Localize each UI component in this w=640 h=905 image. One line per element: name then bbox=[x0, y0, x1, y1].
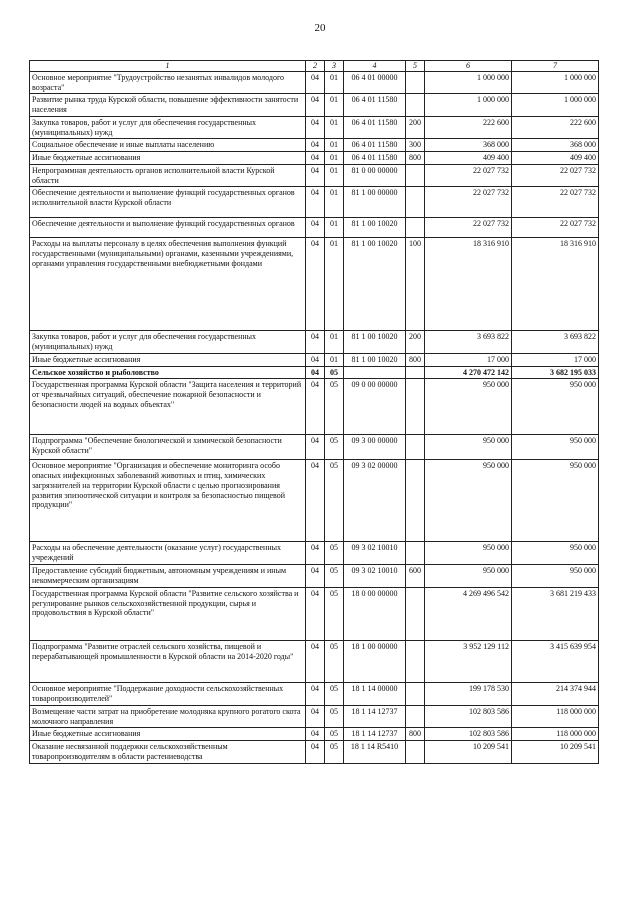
column-header: 3 bbox=[325, 61, 344, 72]
target-article-code: 81 1 00 10020 bbox=[344, 238, 406, 331]
amount-year1: 3 952 129 112 bbox=[425, 640, 512, 682]
expense-type-code: 300 bbox=[406, 139, 425, 152]
amount-year2: 118 000 000 bbox=[512, 705, 599, 728]
target-article-code: 06 4 01 00000 bbox=[344, 71, 406, 94]
amount-year1: 1 000 000 bbox=[425, 94, 512, 117]
table-row bbox=[30, 366, 599, 379]
subsection-code: 01 bbox=[325, 218, 344, 238]
table-row bbox=[30, 218, 599, 238]
target-article-code: 09 3 00 00000 bbox=[344, 435, 406, 460]
amount-year2: 368 000 bbox=[512, 139, 599, 152]
amount-year2: 18 316 910 bbox=[512, 238, 599, 331]
section-code: 04 bbox=[306, 71, 325, 94]
table-row bbox=[30, 238, 599, 331]
amount-year1: 950 000 bbox=[425, 379, 512, 435]
target-article-code: 18 0 00 00000 bbox=[344, 587, 406, 640]
row-name: Основное мероприятие "Поддержание доходности сельскохозяйственных товаропроизводителей" bbox=[30, 682, 306, 705]
column-header: 5 bbox=[406, 61, 425, 72]
amount-year1: 102 803 586 bbox=[425, 728, 512, 741]
expense-type-code: 100 bbox=[406, 238, 425, 331]
section-code: 04 bbox=[306, 542, 325, 565]
table-row bbox=[30, 682, 599, 705]
amount-year1: 950 000 bbox=[425, 565, 512, 588]
amount-year1: 3 693 822 bbox=[425, 331, 512, 354]
target-article-code: 81 1 00 10020 bbox=[344, 331, 406, 354]
row-name: Предоставление субсидий бюджетным, автономным учреждениям и иным некоммерческим организациям bbox=[30, 565, 306, 588]
expense-type-code bbox=[406, 460, 425, 542]
amount-year2: 950 000 bbox=[512, 565, 599, 588]
column-header: 2 bbox=[306, 61, 325, 72]
target-article-code: 06 4 01 11580 bbox=[344, 139, 406, 152]
table-row bbox=[30, 139, 599, 152]
table-row bbox=[30, 741, 599, 764]
amount-year1: 199 178 530 bbox=[425, 682, 512, 705]
amount-year2: 222 600 bbox=[512, 116, 599, 139]
amount-year2: 22 027 732 bbox=[512, 164, 599, 187]
column-header: 6 bbox=[425, 61, 512, 72]
section-code: 04 bbox=[306, 187, 325, 218]
expense-type-code bbox=[406, 218, 425, 238]
subsection-code: 05 bbox=[325, 640, 344, 682]
target-article-code: 06 4 01 11580 bbox=[344, 116, 406, 139]
section-code: 04 bbox=[306, 728, 325, 741]
amount-year2: 409 400 bbox=[512, 152, 599, 165]
amount-year2: 118 000 000 bbox=[512, 728, 599, 741]
subsection-code: 05 bbox=[325, 366, 344, 379]
row-name: Подпрограмма "Развитие отраслей сельского хозяйства, пищевой и перерабатывающей промышленности в Курской области на 2014-2020 годы" bbox=[30, 640, 306, 682]
target-article-code: 18 1 14 00000 bbox=[344, 682, 406, 705]
target-article-code: 81 0 00 00000 bbox=[344, 164, 406, 187]
section-code: 04 bbox=[306, 435, 325, 460]
row-name: Подпрограмма "Обеспечение биологической и химической безопасности Курской области" bbox=[30, 435, 306, 460]
expense-type-code bbox=[406, 542, 425, 565]
expense-type-code: 800 bbox=[406, 152, 425, 165]
table-row bbox=[30, 728, 599, 741]
amount-year2: 950 000 bbox=[512, 460, 599, 542]
amount-year2: 10 209 541 bbox=[512, 741, 599, 764]
table-row bbox=[30, 331, 599, 354]
expense-type-code bbox=[406, 640, 425, 682]
target-article-code: 18 1 14 R5410 bbox=[344, 741, 406, 764]
expense-type-code bbox=[406, 187, 425, 218]
subsection-code: 01 bbox=[325, 139, 344, 152]
target-article-code: 81 1 00 10020 bbox=[344, 353, 406, 366]
amount-year1: 368 000 bbox=[425, 139, 512, 152]
table-row bbox=[30, 565, 599, 588]
target-article-code: 09 3 02 10010 bbox=[344, 542, 406, 565]
row-name: Иные бюджетные ассигнования bbox=[30, 728, 306, 741]
target-article-code: 18 1 00 00000 bbox=[344, 640, 406, 682]
section-code: 04 bbox=[306, 682, 325, 705]
amount-year1: 102 803 586 bbox=[425, 705, 512, 728]
section-code: 04 bbox=[306, 94, 325, 117]
target-article-code: 06 4 01 11580 bbox=[344, 152, 406, 165]
subsection-code: 01 bbox=[325, 331, 344, 354]
section-code: 04 bbox=[306, 218, 325, 238]
subsection-code: 05 bbox=[325, 705, 344, 728]
section-code: 04 bbox=[306, 705, 325, 728]
section-code: 04 bbox=[306, 460, 325, 542]
subsection-code: 05 bbox=[325, 379, 344, 435]
subsection-code: 01 bbox=[325, 94, 344, 117]
expense-type-code: 800 bbox=[406, 353, 425, 366]
expense-type-code bbox=[406, 71, 425, 94]
amount-year1: 950 000 bbox=[425, 460, 512, 542]
amount-year2: 22 027 732 bbox=[512, 187, 599, 218]
table-row bbox=[30, 116, 599, 139]
subsection-code: 05 bbox=[325, 565, 344, 588]
expense-type-code: 600 bbox=[406, 565, 425, 588]
row-name: Расходы на выплаты персоналу в целях обеспечения выполнения функций государственными (муниципальными) органами, казенными учреждениями, органами управления государственными внебюджетными фондами bbox=[30, 238, 306, 331]
row-name: Основное мероприятие "Организация и обеспечение мониторинга особо опасных инфекционных заболеваний животных и птиц, химических загрязнителей на территории Курской области с целью прогнозирования развития эпизоотической ситуации и контроля за безопасностью пищевой продукции" bbox=[30, 460, 306, 542]
table-row bbox=[30, 94, 599, 117]
expense-type-code: 200 bbox=[406, 116, 425, 139]
row-name: Социальное обеспечение и иные выплаты населению bbox=[30, 139, 306, 152]
target-article-code: 09 3 02 00000 bbox=[344, 460, 406, 542]
table-row bbox=[30, 460, 599, 542]
row-name: Государственная программа Курской области "Защита населения и территорий от чрезвычайных ситуаций, обеспечение пожарной безопасности и безопасности людей на водных объектах" bbox=[30, 379, 306, 435]
row-name: Возмещение части затрат на приобретение молодняка крупного рогатого скота молочного направления bbox=[30, 705, 306, 728]
target-article-code: 18 1 14 12737 bbox=[344, 728, 406, 741]
column-header: 1 bbox=[30, 61, 306, 72]
expense-type-code bbox=[406, 682, 425, 705]
amount-year2: 3 693 822 bbox=[512, 331, 599, 354]
table-row bbox=[30, 71, 599, 94]
subsection-code: 01 bbox=[325, 238, 344, 331]
section-code: 04 bbox=[306, 164, 325, 187]
target-article-code: 18 1 14 12737 bbox=[344, 705, 406, 728]
expense-type-code: 200 bbox=[406, 331, 425, 354]
section-code: 04 bbox=[306, 152, 325, 165]
table-row bbox=[30, 164, 599, 187]
subsection-code: 05 bbox=[325, 460, 344, 542]
subsection-code: 01 bbox=[325, 164, 344, 187]
section-code: 04 bbox=[306, 640, 325, 682]
amount-year1: 1 000 000 bbox=[425, 71, 512, 94]
table-row bbox=[30, 353, 599, 366]
amount-year1: 22 027 732 bbox=[425, 164, 512, 187]
target-article-code: 81 1 00 00000 bbox=[344, 187, 406, 218]
target-article-code: 81 1 00 10020 bbox=[344, 218, 406, 238]
subsection-code: 01 bbox=[325, 187, 344, 218]
amount-year2: 22 027 732 bbox=[512, 218, 599, 238]
table-row bbox=[30, 640, 599, 682]
row-name: Обеспечение деятельности и выполнение функций государственных органов исполнительной власти Курской области bbox=[30, 187, 306, 218]
row-name: Закупка товаров, работ и услуг для обеспечения государственных (муниципальных) нужд bbox=[30, 116, 306, 139]
expense-type-code bbox=[406, 379, 425, 435]
amount-year2: 3 415 639 954 bbox=[512, 640, 599, 682]
row-name: Обеспечение деятельности и выполнение функций государственных органов bbox=[30, 218, 306, 238]
table-row bbox=[30, 705, 599, 728]
expense-type-code bbox=[406, 587, 425, 640]
amount-year2: 950 000 bbox=[512, 379, 599, 435]
budget-table bbox=[29, 60, 599, 764]
expense-type-code bbox=[406, 741, 425, 764]
section-code: 04 bbox=[306, 366, 325, 379]
subsection-code: 05 bbox=[325, 435, 344, 460]
subsection-code: 05 bbox=[325, 542, 344, 565]
column-header: 7 bbox=[512, 61, 599, 72]
section-code: 04 bbox=[306, 565, 325, 588]
amount-year1: 22 027 732 bbox=[425, 187, 512, 218]
subsection-code: 05 bbox=[325, 741, 344, 764]
amount-year1: 950 000 bbox=[425, 542, 512, 565]
amount-year2: 1 000 000 bbox=[512, 94, 599, 117]
expense-type-code bbox=[406, 164, 425, 187]
row-name: Непрограммная деятельность органов исполнительной власти Курской области bbox=[30, 164, 306, 187]
table-row bbox=[30, 587, 599, 640]
section-code: 04 bbox=[306, 238, 325, 331]
row-name: Иные бюджетные ассигнования bbox=[30, 152, 306, 165]
target-article-code: 09 3 02 10010 bbox=[344, 565, 406, 588]
target-article-code: 06 4 01 11580 bbox=[344, 94, 406, 117]
row-name: Основное мероприятие "Трудоустройство незанятых инвалидов молодого возраста" bbox=[30, 71, 306, 94]
subsection-code: 01 bbox=[325, 71, 344, 94]
target-article-code bbox=[344, 366, 406, 379]
expense-type-code bbox=[406, 366, 425, 379]
table-row bbox=[30, 435, 599, 460]
amount-year1: 4 270 472 142 bbox=[425, 366, 512, 379]
row-name: Закупка товаров, работ и услуг для обеспечения государственных (муниципальных) нужд bbox=[30, 331, 306, 354]
section-code: 04 bbox=[306, 587, 325, 640]
amount-year1: 18 316 910 bbox=[425, 238, 512, 331]
amount-year2: 3 682 195 033 bbox=[512, 366, 599, 379]
amount-year2: 1 000 000 bbox=[512, 71, 599, 94]
amount-year1: 4 269 496 542 bbox=[425, 587, 512, 640]
section-code: 04 bbox=[306, 139, 325, 152]
section-code: 04 bbox=[306, 379, 325, 435]
subsection-code: 01 bbox=[325, 152, 344, 165]
section-code: 04 bbox=[306, 741, 325, 764]
row-name: Государственная программа Курской области "Развитие сельского хозяйства и регулирование рынков сельскохозяйственной продукции, сырья и продовольствия в Курской области" bbox=[30, 587, 306, 640]
subsection-code: 05 bbox=[325, 682, 344, 705]
amount-year2: 17 000 bbox=[512, 353, 599, 366]
table-row bbox=[30, 187, 599, 218]
section-code: 04 bbox=[306, 353, 325, 366]
amount-year2: 950 000 bbox=[512, 435, 599, 460]
row-name: Развитие рынка труда Курской области, повышение эффективности занятости населения bbox=[30, 94, 306, 117]
expense-type-code bbox=[406, 94, 425, 117]
amount-year2: 950 000 bbox=[512, 542, 599, 565]
amount-year1: 22 027 732 bbox=[425, 218, 512, 238]
page-number: 20 bbox=[314, 22, 326, 34]
amount-year2: 214 374 944 bbox=[512, 682, 599, 705]
row-name: Оказание несвязанной поддержки сельскохозяйственным товаропроизводителям в области растениеводства bbox=[30, 741, 306, 764]
table-row bbox=[30, 542, 599, 565]
row-name: Иные бюджетные ассигнования bbox=[30, 353, 306, 366]
column-header: 4 bbox=[344, 61, 406, 72]
subsection-code: 05 bbox=[325, 587, 344, 640]
table-row bbox=[30, 379, 599, 435]
section-code: 04 bbox=[306, 331, 325, 354]
amount-year2: 3 681 219 433 bbox=[512, 587, 599, 640]
column-header-row bbox=[30, 61, 599, 72]
subsection-code: 01 bbox=[325, 116, 344, 139]
amount-year1: 10 209 541 bbox=[425, 741, 512, 764]
expense-type-code bbox=[406, 705, 425, 728]
table-row bbox=[30, 152, 599, 165]
subsection-code: 01 bbox=[325, 353, 344, 366]
amount-year1: 409 400 bbox=[425, 152, 512, 165]
row-name: Сельское хозяйство и рыболовство bbox=[30, 366, 306, 379]
expense-type-code bbox=[406, 435, 425, 460]
amount-year1: 950 000 bbox=[425, 435, 512, 460]
expense-type-code: 800 bbox=[406, 728, 425, 741]
amount-year1: 17 000 bbox=[425, 353, 512, 366]
section-code: 04 bbox=[306, 116, 325, 139]
amount-year1: 222 600 bbox=[425, 116, 512, 139]
subsection-code: 05 bbox=[325, 728, 344, 741]
row-name: Расходы на обеспечение деятельности (оказание услуг) государственных учреждений bbox=[30, 542, 306, 565]
target-article-code: 09 0 00 00000 bbox=[344, 379, 406, 435]
